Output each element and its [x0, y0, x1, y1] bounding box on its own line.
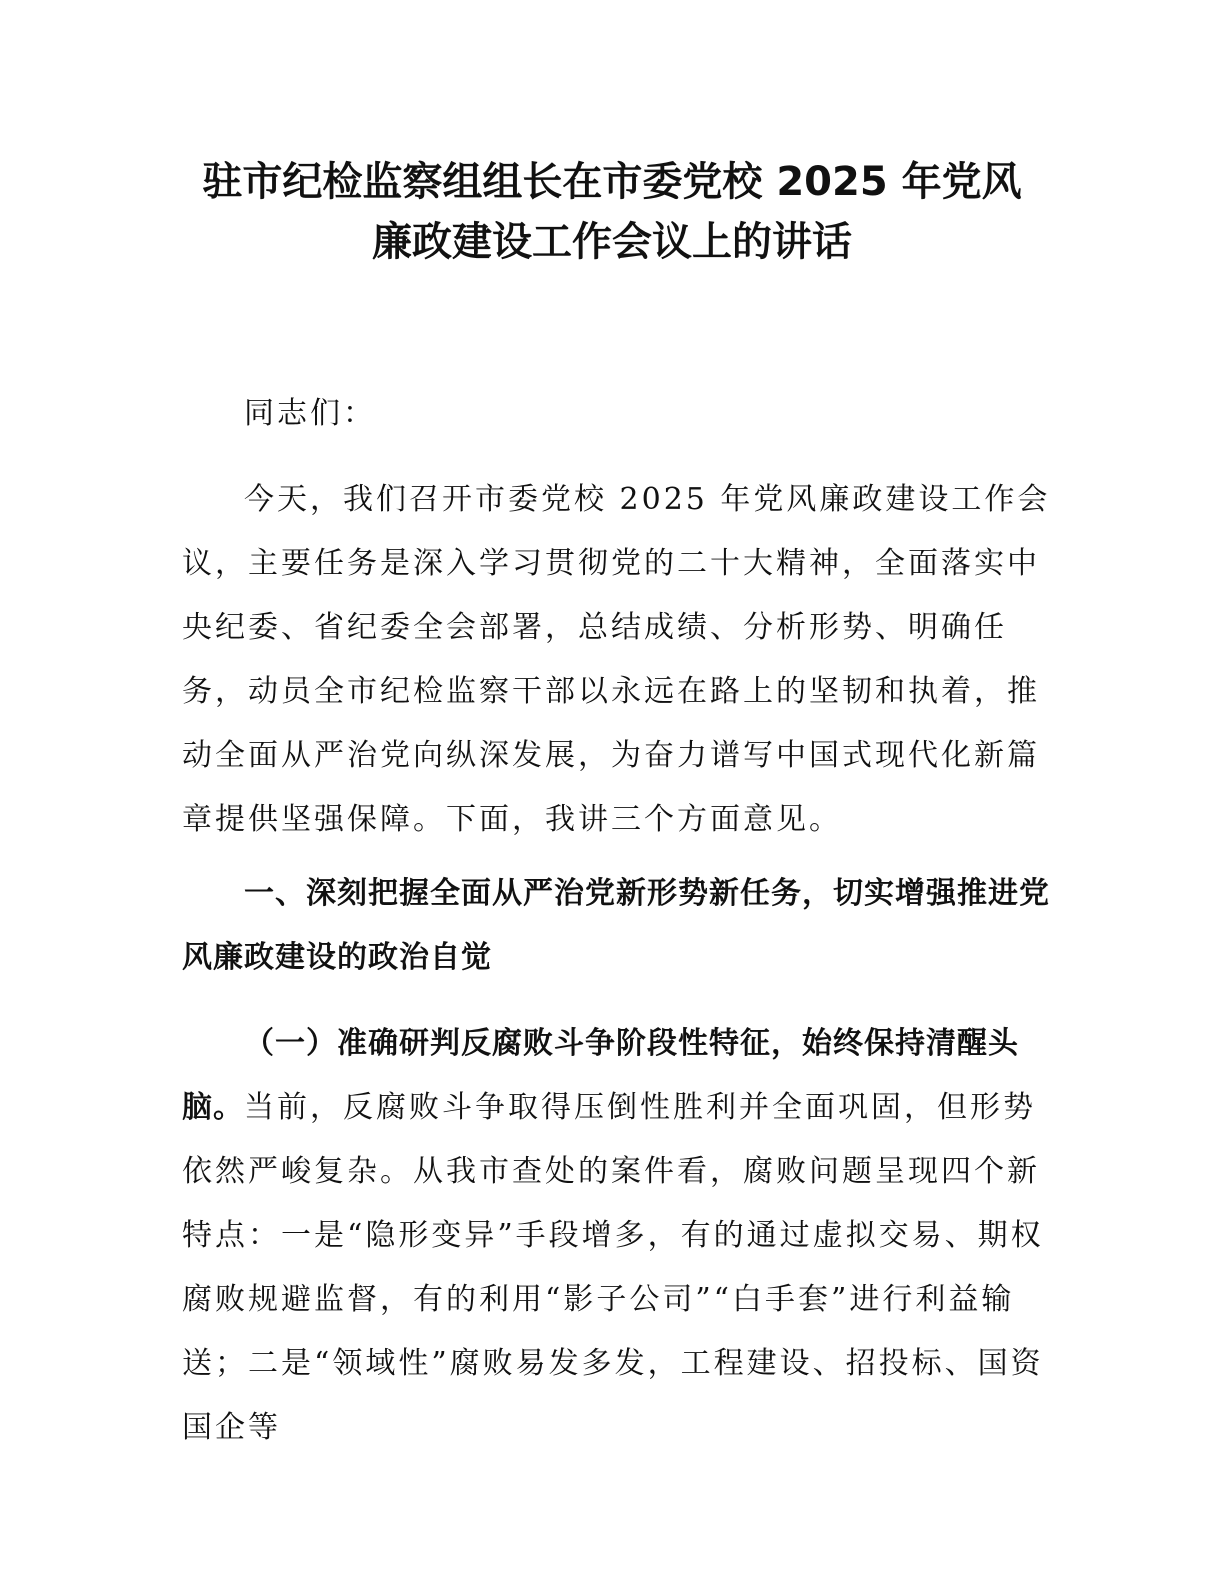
subsection-1-lead: （一）准确研判反腐败斗争阶段性特征，始终保持清醒头脑。: [182, 1026, 1019, 1125]
subsection-1-paragraph: [182, 1012, 1062, 1460]
subsection-1-text: 当前，反腐败斗争取得压倒性胜利并全面巩固，但形势依然严峻复杂。从我市查处的案件看，腐败问题呈现四个新特点：一是“隐形变异”手段增多，有的通过虚拟交易、期权腐败规避监督，有的利用“影子公司”“白手套”进行利益输送；二是“领域性”腐败易发多发，工程建设、招投标、国资国企等: [182, 1090, 1044, 1445]
document-title-line-2: 廉政建设工作会议上的讲话: [372, 219, 852, 265]
section-1-heading: 一、深刻把握全面从严治党新形势新任务，切实增强推进党风廉政建设的政治自觉: [182, 876, 1050, 975]
greeting: 同志们：: [244, 396, 376, 431]
document-title-line-1: 驻市纪检监察组组长在市委党校 2025 年党风: [202, 159, 1022, 205]
intro-paragraph: 今天，我们召开市委党校 2025 年党风廉政建设工作会议，主要任务是深入学习贯彻党的二十大精神，全面落实中央纪委、省纪委全会部署，总结成绩、分析形势、明确任务，动员全市纪检监察干部以永远在路上的坚韧和执着，推动全面从严治党向纵深发展，为奋力谱写中国式现代化新篇章提供坚强保障。下面，我讲三个方面意见。: [182, 482, 1051, 837]
